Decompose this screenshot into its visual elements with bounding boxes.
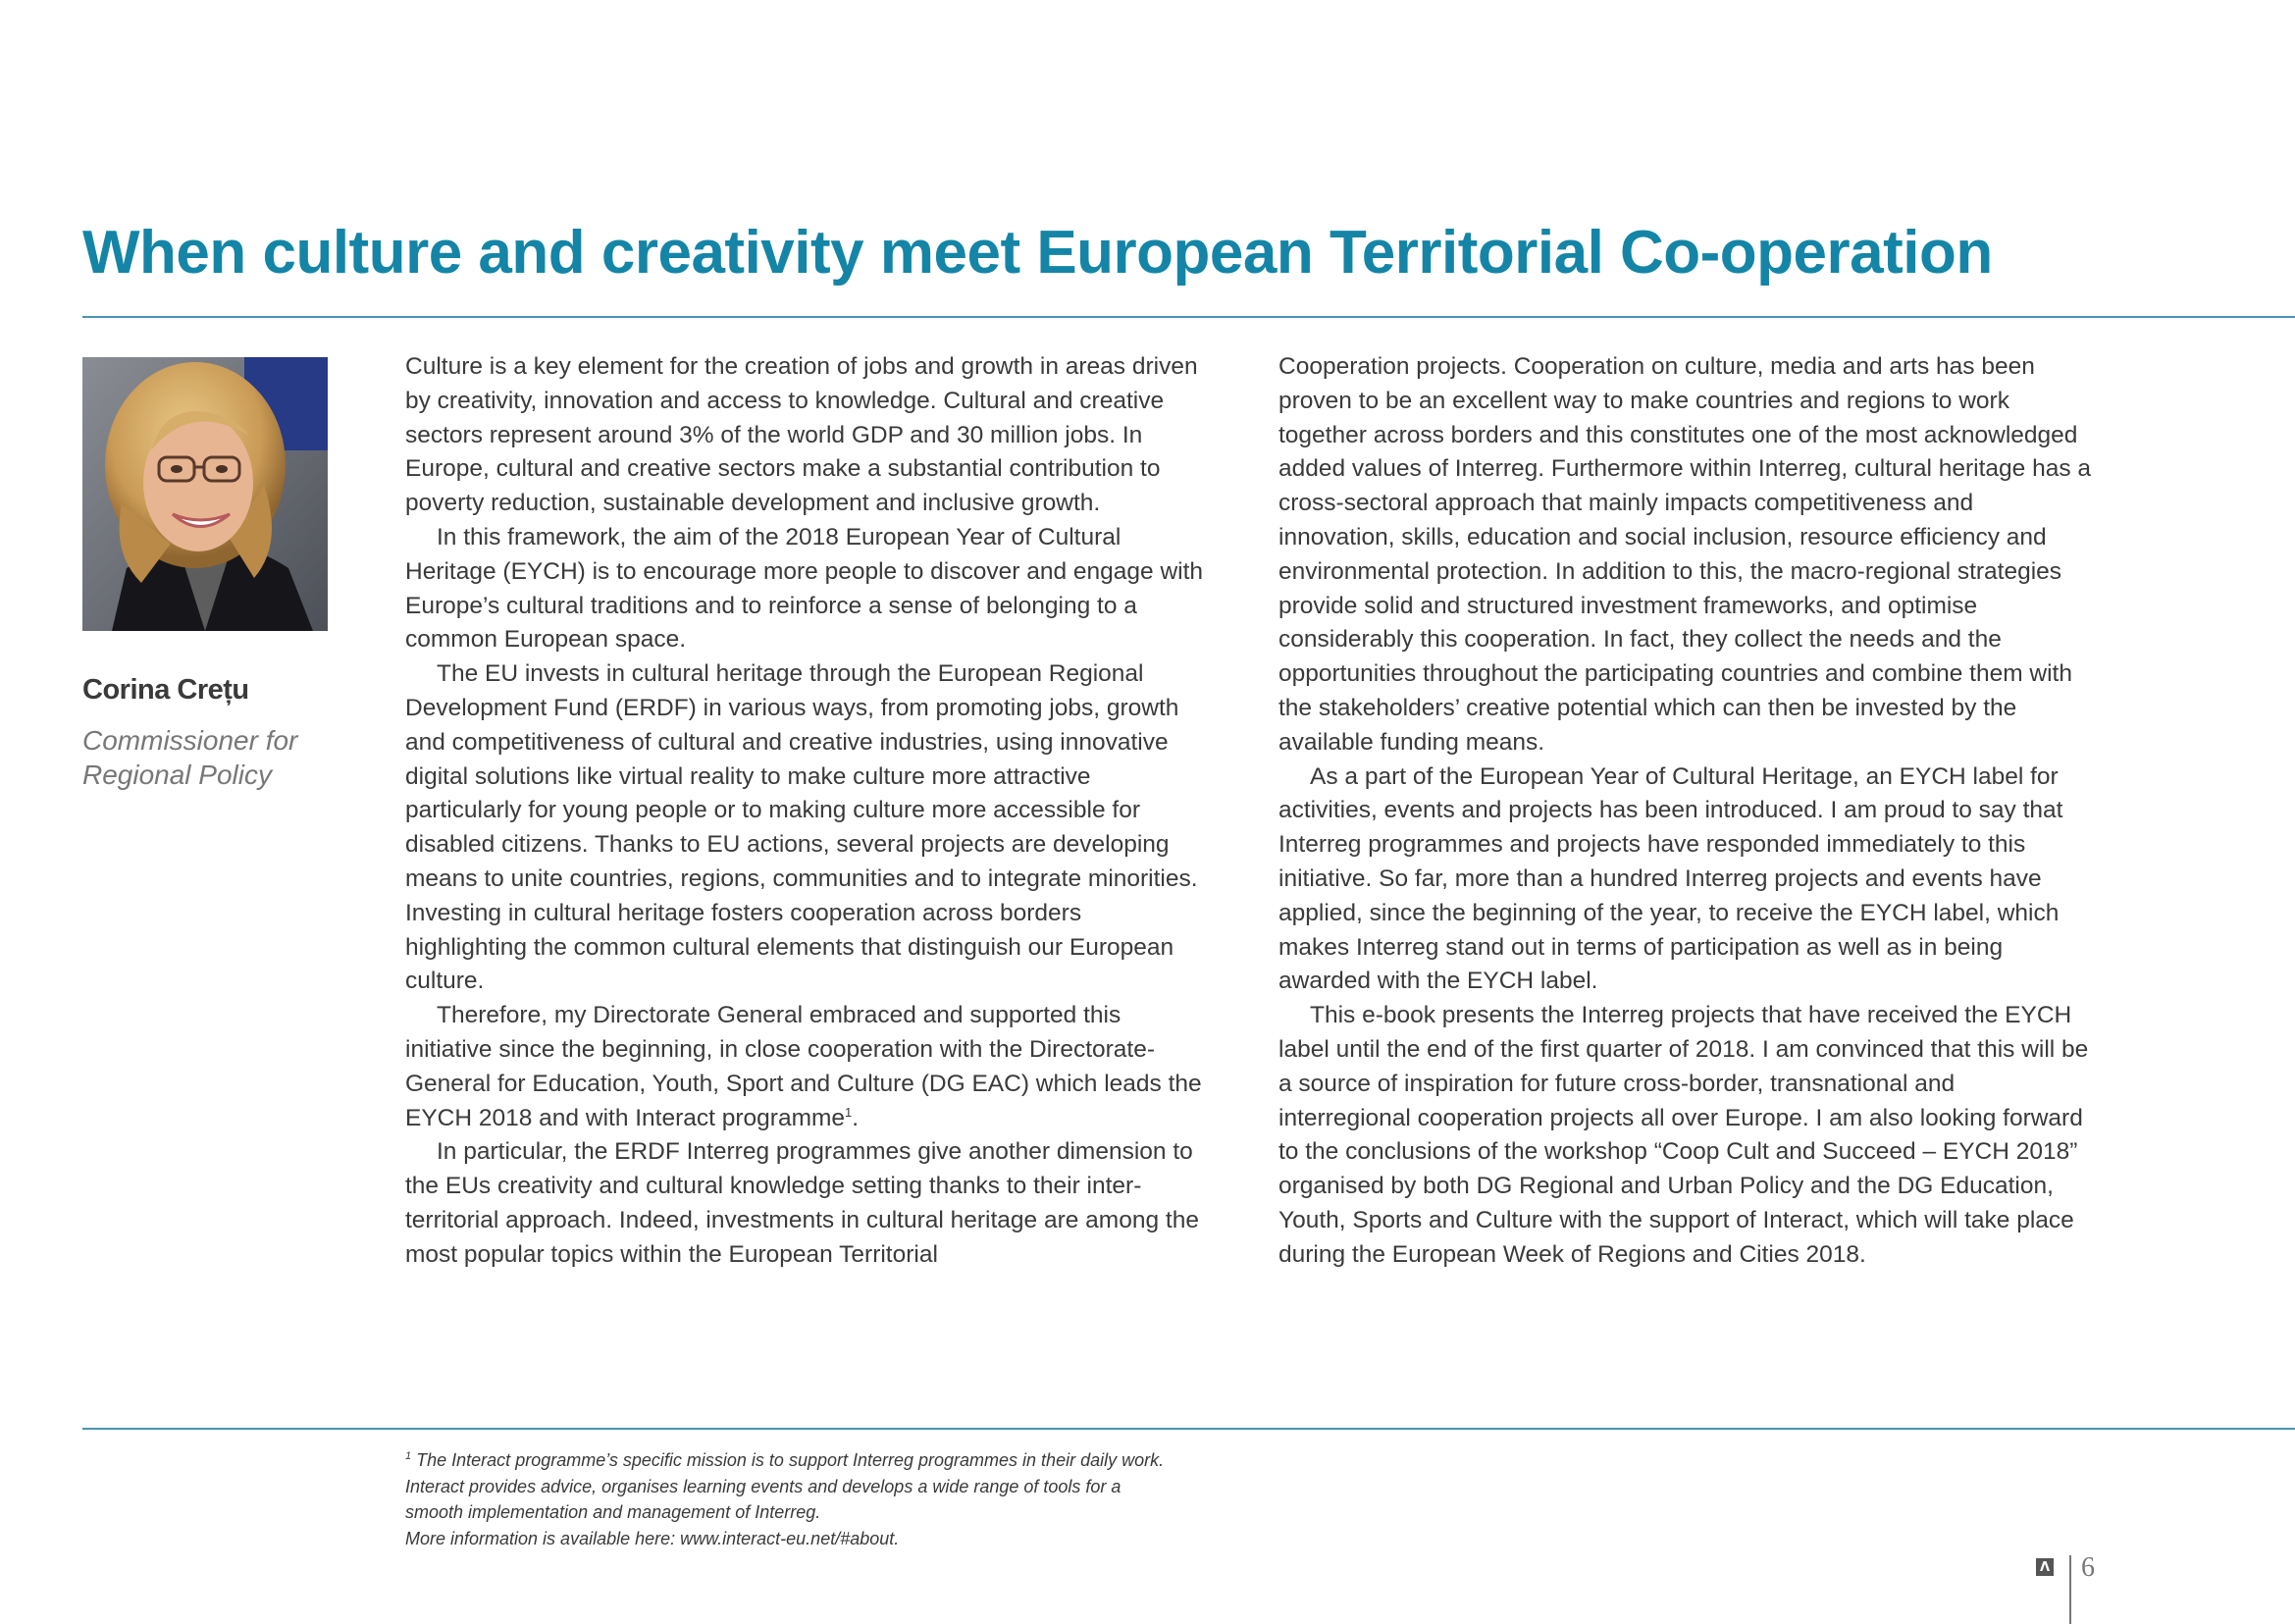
interact-logo-icon — [2036, 1558, 2054, 1576]
paragraph: In particular, the ERDF Interreg programmes give another dimension to the EUs creativity and cultural knowledge setting thanks to their inter-territorial approach. Indeed, investments in cultural heritage are among the most popular topics within the European Territorial — [405, 1138, 1199, 1268]
page-number-divider — [2069, 1555, 2071, 1624]
paragraph — [405, 999, 1205, 1135]
footnote-body: The Interact programme’s specific mission is to support Interreg programmes in their daily work. Interact provides advice, organises learning events and develops a wide range of tools for a smooth implementation and management of Interreg. — [405, 1450, 1165, 1522]
paragraph: This e-book presents the Interreg projects that have received the EYCH label until the end of the first quarter of 2018. I am convinced that this will be a source of inspiration for future cross-border, transnational and interregional cooperation projects all over Europe. I am also looking forward to the conclusions of the workshop “Coop Cult and Succeed – EYCH 2018” organised by both DG Regional and Urban Policy and the DG Education, Youth, Sports and Culture with the support of Interact, which will take place during the European Week of Regions and Cities 2018. — [1278, 1002, 2089, 1268]
author-name: Corina Crețu — [82, 674, 249, 706]
paragraph: In this framework, the aim of the 2018 European Year of Cultural Heritage (EYCH) is to encourage more people to discover and engage with Europe’s cultural traditions and to reinforce a sense of belonging to a common European space. — [405, 523, 1204, 654]
sentence-end: . — [852, 1104, 860, 1131]
body-column-left — [405, 350, 1205, 1273]
footnote-divider — [82, 1428, 2295, 1430]
paragraph: As a part of the European Year of Cultural Heritage, an EYCH label for activities, events and projects has been introduced. I am proud to say that Interreg programmes and projects have responded immediately to this initiative. So far, more than a hundred Interreg projects and events have applied, since the beginning of the year, to receive the EYCH label, which makes Interreg stand out in terms of participation as well as in being awarded with the EYCH label. — [1278, 762, 2063, 995]
author-role: Commissioner for Regional Policy — [82, 725, 298, 790]
body-column-right — [1278, 350, 2093, 1273]
author-portrait — [82, 357, 328, 631]
page-title: When culture and creativity meet European Territorial Co-operation — [82, 219, 1993, 287]
paragraph: Culture is a key element for the creation of jobs and growth in areas driven by creativity, innovation and access to knowledge. Cultural and creative sectors represent around 3% of the world GDP and 30 million jobs. In Europe, cultural and creative sectors make a substantial contribution to poverty reduction, sustainable development and inclusive growth. — [405, 353, 1198, 517]
paragraph-text: Therefore, my Directorate General embraced and supported this initiative since the beginning, in close cooperation with the Directorate-General for Education, Youth, Sport and Culture (DG EAC) which leads the EYCH 2018 and with Interact programme — [405, 1002, 1202, 1131]
logo-glyph: Λ — [2039, 1559, 2051, 1575]
footnote-link-text: More information is available here: www.interact-eu.net/#about. — [405, 1528, 900, 1548]
paragraph: The EU invests in cultural heritage through the European Regional Development Fund (ERDF) in various ways, from promoting jobs, growth and competitiveness of cultural and creative industries, using innovative digital solutions like virtual reality to make culture more attractive particularly for young people or to making culture more accessible for disabled citizens. Thanks to EU actions, several projects are developing means to unite countries, regions, communities and to integrate minorities. Investing in cultural heritage fosters cooperation across borders highlighting the common cultural elements that distinguish our European culture. — [405, 660, 1198, 995]
paragraph: Cooperation projects. Cooperation on culture, media and arts has been proven to be an excellent way to make countries and regions to work together across borders and this constitutes one of the most acknowledged added values of Interreg. Furthermore within Interreg, cultural heritage has a cross-sectoral approach that mainly impacts competitiveness and innovation, skills, education and social inclusion, resource efficiency and environmental protection. In addition to this, the macro-regional strategies provide solid and structured investment frameworks, and optimise considerably this cooperation. In fact, they collect the needs and the opportunities throughout the participating countries and combine them with the stakeholders’ creative potential which can then be invested by the available funding means. — [1278, 353, 2091, 756]
footnote — [405, 1443, 1171, 1551]
footnote-text — [405, 1443, 1171, 1526]
page-number: 6 — [2081, 1552, 2095, 1583]
title-divider — [82, 316, 2295, 318]
footnote-marker: 1 — [405, 1450, 412, 1462]
footnote-reference: 1 — [845, 1104, 853, 1120]
